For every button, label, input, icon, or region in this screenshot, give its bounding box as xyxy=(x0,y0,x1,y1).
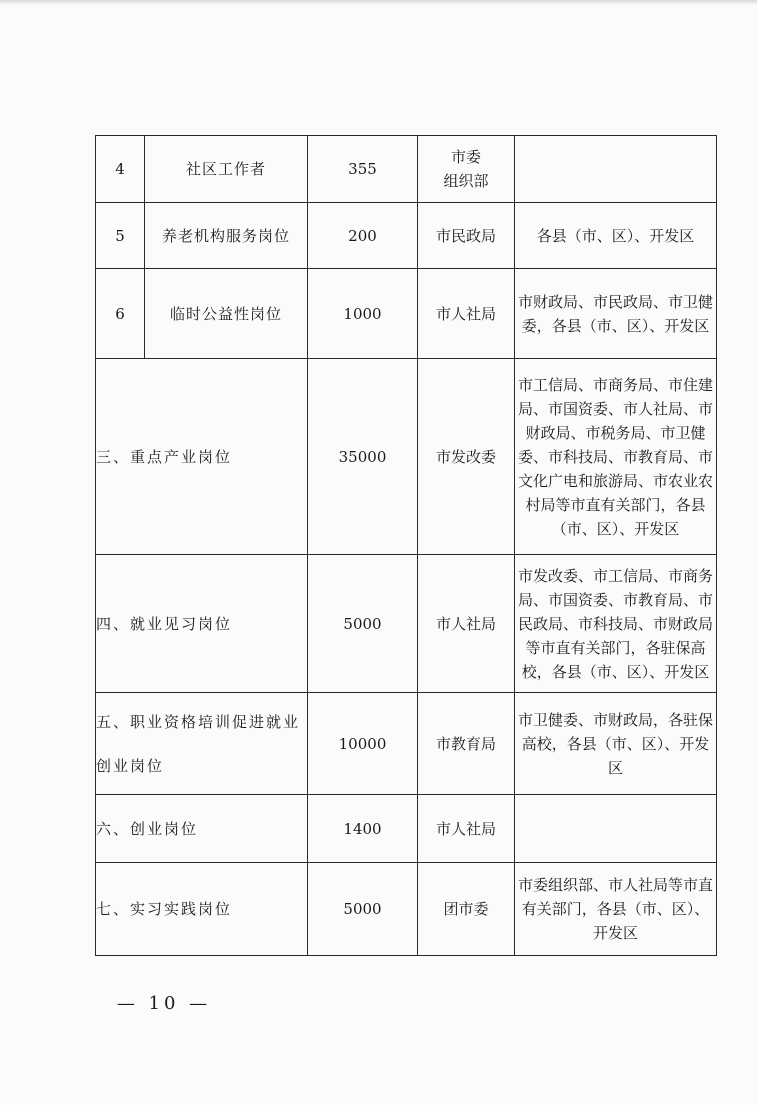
table-row xyxy=(96,693,717,795)
lead-department: 市人社局 xyxy=(418,555,515,693)
position-name: 养老机构服务岗位 xyxy=(145,203,308,269)
page-number: — 10 — xyxy=(116,993,212,1014)
table-row xyxy=(96,863,717,956)
cooperating-departments xyxy=(515,136,717,203)
table-row xyxy=(96,795,717,863)
position-count: 1000 xyxy=(308,269,418,359)
position-count: 10000 xyxy=(308,693,418,795)
lead-department: 市教育局 xyxy=(418,693,515,795)
table-row xyxy=(96,269,717,359)
lead-department: 市人社局 xyxy=(418,795,515,863)
category-name: 四、就业见习岗位 xyxy=(96,555,308,693)
position-count: 35000 xyxy=(308,359,418,555)
row-number: 6 xyxy=(96,269,145,359)
cooperating-departments: 各县（市、区）、开发区 xyxy=(515,203,717,269)
lead-department: 市委 组织部 xyxy=(418,136,515,203)
lead-department: 团市委 xyxy=(418,863,515,956)
category-name: 六、创业岗位 xyxy=(96,795,308,863)
position-count: 5000 xyxy=(308,863,418,956)
cooperating-departments: 市发改委、市工信局、市商务局、市国资委、市教育局、市民政局、市科技局、市财政局等市直有关部门，各驻保高校，各县（市、区）、开发区 xyxy=(515,555,717,693)
cooperating-departments: 市工信局、市商务局、市住建局、市国资委、市人社局、市财政局、市税务局、市卫健委、市科技局、市教育局、市文化广电和旅游局、市农业农村局等市直有关部门，各县（市、区）、开发区 xyxy=(515,359,717,555)
table-row xyxy=(96,359,717,555)
category-name: 五、职业资格培训促进就业创业岗位 xyxy=(96,693,308,795)
table-row xyxy=(96,203,717,269)
position-count: 355 xyxy=(308,136,418,203)
category-name: 三、重点产业岗位 xyxy=(96,359,308,555)
position-count: 1400 xyxy=(308,795,418,863)
cooperating-departments xyxy=(515,795,717,863)
lead-department: 市人社局 xyxy=(418,269,515,359)
lead-department: 市发改委 xyxy=(418,359,515,555)
row-number: 5 xyxy=(96,203,145,269)
category-name: 七、实习实践岗位 xyxy=(96,863,308,956)
cooperating-departments: 市卫健委、市财政局，各驻保高校，各县（市、区）、开发区 xyxy=(515,693,717,795)
position-count: 200 xyxy=(308,203,418,269)
cooperating-departments: 市财政局、市民政局、市卫健委，各县（市、区）、开发区 xyxy=(515,269,717,359)
position-count: 5000 xyxy=(308,555,418,693)
scan-top-edge xyxy=(0,0,757,5)
lead-department: 市民政局 xyxy=(418,203,515,269)
table-row xyxy=(96,555,717,693)
job-positions-table xyxy=(95,135,717,956)
table-row xyxy=(96,136,717,203)
row-number: 4 xyxy=(96,136,145,203)
position-name: 社区工作者 xyxy=(145,136,308,203)
position-name: 临时公益性岗位 xyxy=(145,269,308,359)
cooperating-departments: 市委组织部、市人社局等市直有关部门，各县（市、区）、开发区 xyxy=(515,863,717,956)
